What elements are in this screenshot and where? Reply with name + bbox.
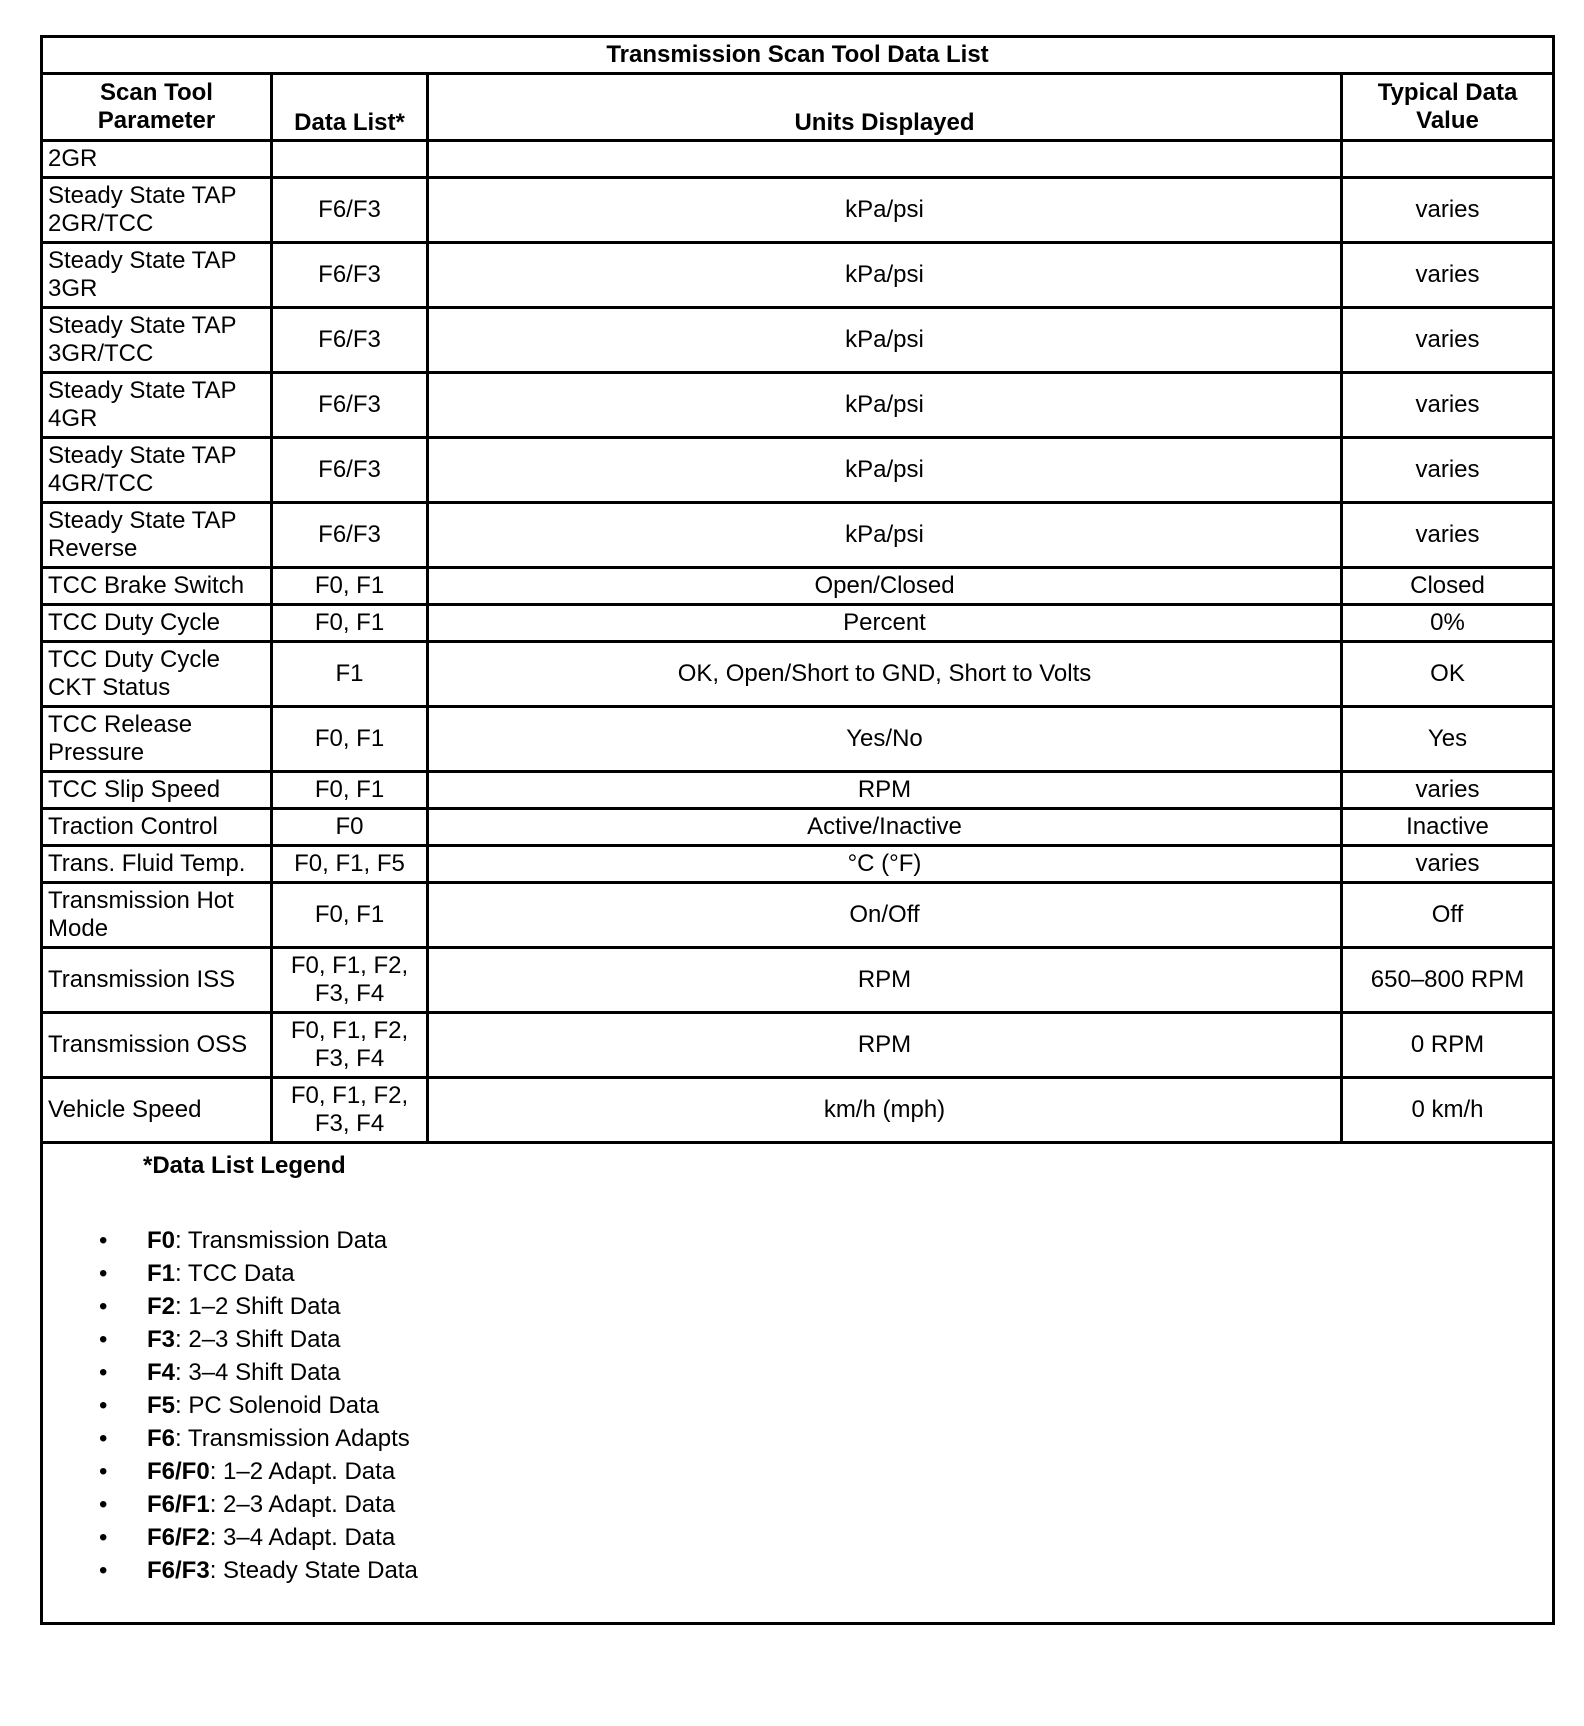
table-row	[42, 141, 1554, 178]
bullet-icon: •	[99, 1293, 108, 1320]
bullet-icon: •	[99, 1260, 108, 1287]
legend-code: F5	[147, 1392, 176, 1419]
parameter-cell: TCC Brake Switch	[42, 568, 272, 605]
units-cell: kPa/psi	[428, 243, 1342, 308]
typical-value-cell: 0 km/h	[1342, 1078, 1554, 1143]
data-list-cell: F6/F3	[272, 373, 428, 438]
bullet-icon: •	[99, 1557, 108, 1584]
table-row	[42, 568, 1554, 605]
data-list-cell: F6/F3	[272, 308, 428, 373]
units-cell: Active/Inactive	[428, 809, 1342, 846]
legend-item	[43, 1290, 1552, 1323]
data-list-cell: F0, F1, F5	[272, 846, 428, 883]
bullet-icon: •	[99, 1425, 108, 1452]
legend-code: F0	[147, 1227, 176, 1254]
parameter-cell: Steady State TAP 4GR	[42, 373, 272, 438]
data-list-cell: F0, F1	[272, 605, 428, 642]
table-row	[42, 373, 1554, 438]
parameter-cell: Transmission ISS	[42, 948, 272, 1013]
table-row	[42, 883, 1554, 948]
typical-value-cell: Inactive	[1342, 809, 1554, 846]
legend-text: : 2–3 Shift Data	[175, 1326, 341, 1353]
units-cell: Percent	[428, 605, 1342, 642]
legend-list	[43, 1224, 1552, 1587]
units-cell: kPa/psi	[428, 178, 1342, 243]
legend-item	[43, 1521, 1552, 1554]
typical-value-cell: varies	[1342, 772, 1554, 809]
bullet-icon: •	[99, 1524, 108, 1551]
typical-value-cell: Closed	[1342, 568, 1554, 605]
table-row	[42, 1013, 1554, 1078]
document	[40, 35, 1552, 1625]
legend-item	[43, 1224, 1552, 1257]
legend-row	[42, 1143, 1554, 1624]
typical-value-cell: varies	[1342, 178, 1554, 243]
scan-data-table	[40, 35, 1555, 1625]
data-list-cell: F0, F1	[272, 568, 428, 605]
legend-code: F6/F1	[147, 1491, 210, 1518]
typical-value-cell	[1342, 141, 1554, 178]
legend-item	[43, 1554, 1552, 1587]
legend-item	[43, 1323, 1552, 1356]
data-list-cell: F0, F1	[272, 707, 428, 772]
header-data-list: Data List*	[272, 74, 428, 141]
legend-text: : 1–2 Shift Data	[175, 1293, 341, 1320]
table-row	[42, 642, 1554, 707]
legend-item	[43, 1389, 1552, 1422]
units-cell	[428, 141, 1342, 178]
table-row	[42, 1078, 1554, 1143]
parameter-cell: Traction Control	[42, 809, 272, 846]
typical-value-cell: 0 RPM	[1342, 1013, 1554, 1078]
parameter-cell: TCC Duty Cycle CKT Status	[42, 642, 272, 707]
units-cell: kPa/psi	[428, 438, 1342, 503]
parameter-cell: TCC Slip Speed	[42, 772, 272, 809]
legend-code: F4	[147, 1359, 176, 1386]
table-row	[42, 243, 1554, 308]
legend-code: F1	[147, 1260, 176, 1287]
data-list-cell: F0, F1	[272, 772, 428, 809]
typical-value-cell: varies	[1342, 243, 1554, 308]
legend-code: F6/F2	[147, 1524, 210, 1551]
bullet-icon: •	[99, 1392, 108, 1419]
typical-value-cell: Yes	[1342, 707, 1554, 772]
typical-value-cell: OK	[1342, 642, 1554, 707]
table-row	[42, 846, 1554, 883]
legend-text: : 2–3 Adapt. Data	[209, 1491, 396, 1518]
typical-value-cell: varies	[1342, 846, 1554, 883]
legend-text: : 3–4 Shift Data	[175, 1359, 341, 1386]
bullet-icon: •	[99, 1227, 108, 1254]
legend-text: : 3–4 Adapt. Data	[209, 1524, 396, 1551]
legend-cell	[42, 1143, 1554, 1624]
parameter-cell: Steady State TAP Reverse	[42, 503, 272, 568]
legend-item	[43, 1488, 1552, 1521]
legend-code: F6/F3	[147, 1557, 210, 1584]
parameter-cell: Vehicle Speed	[42, 1078, 272, 1143]
units-cell: RPM	[428, 948, 1342, 1013]
parameter-cell: Steady State TAP 3GR/TCC	[42, 308, 272, 373]
legend-item	[43, 1455, 1552, 1488]
data-list-cell: F6/F3	[272, 178, 428, 243]
parameter-cell: Steady State TAP 4GR/TCC	[42, 438, 272, 503]
units-cell: kPa/psi	[428, 503, 1342, 568]
parameter-cell: Transmission OSS	[42, 1013, 272, 1078]
typical-value-cell: varies	[1342, 503, 1554, 568]
legend-text: : Steady State Data	[209, 1557, 418, 1584]
data-list-cell: F0	[272, 809, 428, 846]
parameter-cell: TCC Duty Cycle	[42, 605, 272, 642]
legend-item	[43, 1257, 1552, 1290]
data-list-cell	[272, 141, 428, 178]
parameter-cell: Steady State TAP 3GR	[42, 243, 272, 308]
data-list-cell: F0, F1, F2, F3, F4	[272, 1078, 428, 1143]
table-row	[42, 308, 1554, 373]
table-row	[42, 948, 1554, 1013]
units-cell: kPa/psi	[428, 373, 1342, 438]
parameter-cell: Trans. Fluid Temp.	[42, 846, 272, 883]
legend-text: : 1–2 Adapt. Data	[209, 1458, 396, 1485]
legend-code: F6	[147, 1425, 176, 1452]
legend-text: : Transmission Data	[175, 1227, 388, 1254]
table-row	[42, 772, 1554, 809]
legend-title: *Data List Legend	[143, 1152, 346, 1179]
typical-value-cell: varies	[1342, 373, 1554, 438]
header-parameter: Scan Tool Parameter	[42, 74, 272, 141]
legend-item	[43, 1422, 1552, 1455]
table-row	[42, 605, 1554, 642]
data-list-cell: F0, F1	[272, 883, 428, 948]
units-cell: °C (°F)	[428, 846, 1342, 883]
units-cell: On/Off	[428, 883, 1342, 948]
data-list-cell: F6/F3	[272, 438, 428, 503]
legend-code: F2	[147, 1293, 176, 1320]
units-cell: Yes/No	[428, 707, 1342, 772]
data-list-cell: F6/F3	[272, 503, 428, 568]
bullet-icon: •	[99, 1326, 108, 1353]
typical-value-cell: Off	[1342, 883, 1554, 948]
bullet-icon: •	[99, 1491, 108, 1518]
parameter-cell: Transmission Hot Mode	[42, 883, 272, 948]
units-cell: Open/Closed	[428, 568, 1342, 605]
parameter-cell: 2GR	[42, 141, 272, 178]
legend-text: : TCC Data	[175, 1260, 295, 1287]
table-title: Transmission Scan Tool Data List	[42, 37, 1554, 74]
table-row	[42, 809, 1554, 846]
legend-text: : PC Solenoid Data	[175, 1392, 380, 1419]
bullet-icon: •	[99, 1359, 108, 1386]
table-row	[42, 503, 1554, 568]
units-cell: kPa/psi	[428, 308, 1342, 373]
data-list-cell: F6/F3	[272, 243, 428, 308]
typical-value-cell: 0%	[1342, 605, 1554, 642]
typical-value-cell: varies	[1342, 308, 1554, 373]
parameter-cell: Steady State TAP 2GR/TCC	[42, 178, 272, 243]
table-row	[42, 178, 1554, 243]
bullet-icon: •	[99, 1458, 108, 1485]
header-typical-value: Typical Data Value	[1342, 74, 1554, 141]
table-row	[42, 438, 1554, 503]
data-list-cell: F0, F1, F2, F3, F4	[272, 1013, 428, 1078]
units-cell: OK, Open/Short to GND, Short to Volts	[428, 642, 1342, 707]
units-cell: RPM	[428, 772, 1342, 809]
data-list-cell: F0, F1, F2, F3, F4	[272, 948, 428, 1013]
data-list-cell: F1	[272, 642, 428, 707]
legend-text: : Transmission Adapts	[175, 1425, 410, 1452]
legend-item	[43, 1356, 1552, 1389]
typical-value-cell: varies	[1342, 438, 1554, 503]
table-row	[42, 707, 1554, 772]
parameter-cell: TCC Release Pressure	[42, 707, 272, 772]
units-cell: RPM	[428, 1013, 1342, 1078]
units-cell: km/h (mph)	[428, 1078, 1342, 1143]
typical-value-cell: 650–800 RPM	[1342, 948, 1554, 1013]
header-units: Units Displayed	[428, 74, 1342, 141]
legend-code: F3	[147, 1326, 176, 1353]
legend-code: F6/F0	[147, 1458, 210, 1485]
